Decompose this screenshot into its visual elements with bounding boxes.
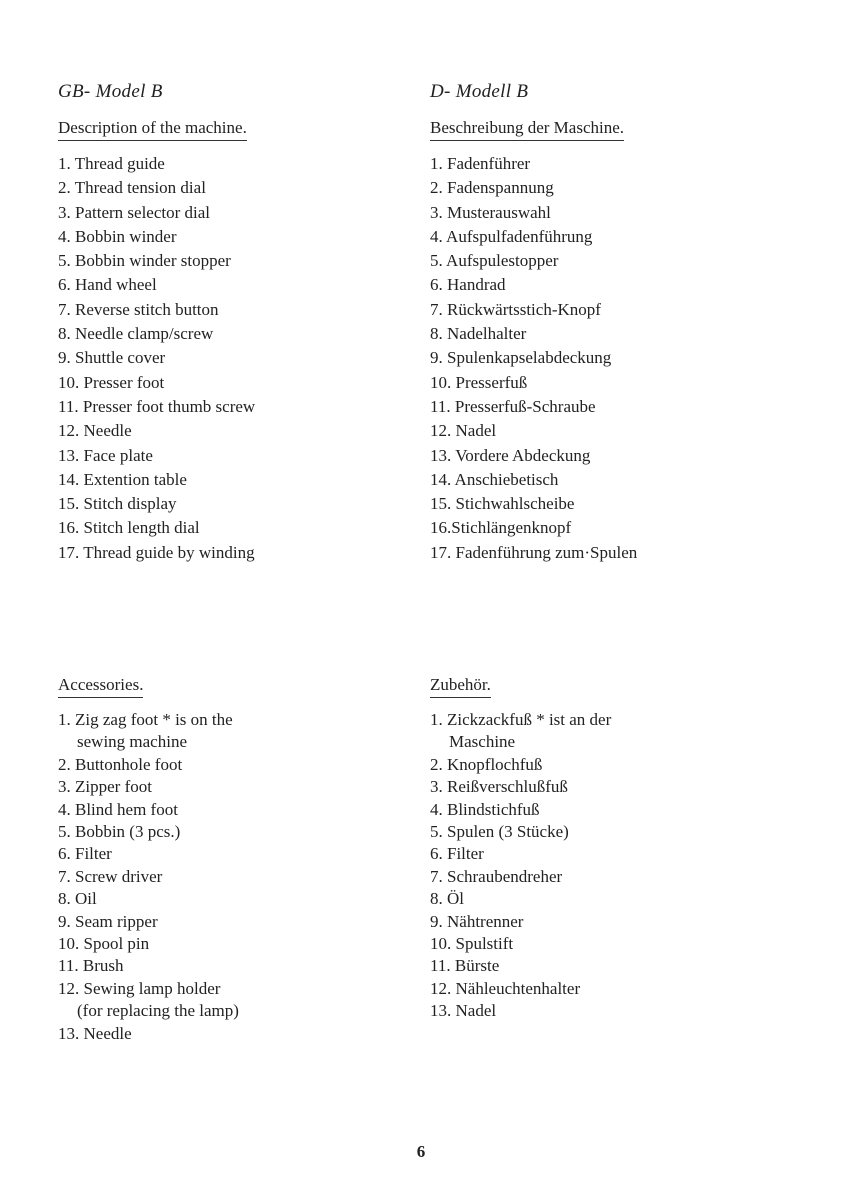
list-item: 14. Anschiebetisch <box>430 469 559 489</box>
list-item: 16. Stitch length dial <box>58 518 200 538</box>
list-item: 11. Bürste <box>430 956 500 976</box>
list-item: 14. Extention table <box>58 469 187 489</box>
list-item: 12. Nähleuchtenhalter <box>430 978 581 998</box>
list-item: 13. Face plate <box>58 445 153 465</box>
list-item: 5. Bobbin (3 pcs.) <box>58 822 181 842</box>
list-item: 9. Nähtrenner <box>430 911 524 931</box>
list-item: 9. Seam ripper <box>58 911 158 931</box>
list-item: 10. Presserfuß <box>430 372 528 392</box>
english-accessories-heading: Accessories. <box>58 674 143 698</box>
english-description-list <box>58 152 255 565</box>
page-number: 6 <box>416 1142 426 1161</box>
list-item: 10. Presser foot <box>58 372 165 392</box>
list-item-continuation: Maschine <box>449 732 516 752</box>
list-item: 2. Knopflochfuß <box>430 754 543 774</box>
german-accessories-list <box>430 709 611 1023</box>
list-item: 6. Handrad <box>430 275 506 295</box>
list-item: 13. Needle <box>58 1023 132 1043</box>
list-item: 8. Needle clamp/screw <box>58 324 214 344</box>
list-item: 3. Reißverschlußfuß <box>430 777 568 797</box>
list-item: 7. Rückwärtsstich-Knopf <box>430 299 601 319</box>
list-item: 3. Musterauswahl <box>430 202 551 222</box>
list-item: 1. Zickzackfuß * ist an der <box>430 710 612 729</box>
list-item: 12. Nadel <box>430 421 497 441</box>
list-item: 12. Sewing lamp holder <box>58 978 221 998</box>
list-item: 7. Schraubendreher <box>430 866 563 886</box>
list-item: 5. Aufspulestopper <box>430 251 559 271</box>
list-item: 17. Thread guide by winding <box>58 542 255 562</box>
german-model-title: D- Modell B <box>430 81 529 102</box>
english-accessories-list <box>58 709 239 1045</box>
list-item: 10. Spool pin <box>58 934 150 954</box>
german-accessories-heading: Zubehör. <box>430 674 491 698</box>
german-description-heading: Beschreibung der Maschine. <box>430 117 624 141</box>
list-item: 2. Fadenspannung <box>430 178 554 198</box>
english-model-title: GB- Model B <box>58 81 163 102</box>
list-item: 9. Shuttle cover <box>58 348 166 368</box>
list-item: 4. Blind hem foot <box>58 799 178 819</box>
list-item: 1. Fadenführer <box>430 154 531 173</box>
list-item: 11. Brush <box>58 956 124 976</box>
list-item: 15. Stichwahlscheibe <box>430 494 575 514</box>
list-item: 6. Filter <box>58 844 112 864</box>
list-item: 2. Buttonhole foot <box>58 754 183 774</box>
list-item: 6. Hand wheel <box>58 275 157 295</box>
list-item: 3. Zipper foot <box>58 777 152 797</box>
list-item: 8. Nadelhalter <box>430 324 527 344</box>
german-description-list <box>430 152 637 565</box>
list-item: 12. Needle <box>58 421 132 441</box>
list-item: 3. Pattern selector dial <box>58 202 211 222</box>
english-description-heading: Description of the machine. <box>58 117 247 141</box>
list-item: 11. Presserfuß-Schraube <box>430 396 596 416</box>
list-item: 2. Thread tension dial <box>58 178 206 198</box>
list-item: 9. Spulenkapselabdeckung <box>430 348 612 368</box>
list-item: 4. Bobbin winder <box>58 226 177 246</box>
list-item: 10. Spulstift <box>430 934 514 954</box>
list-item: 4. Blindstichfuß <box>430 799 540 819</box>
list-item: 1. Zig zag foot * is on the <box>58 710 233 729</box>
list-item: 5. Bobbin winder stopper <box>58 251 231 271</box>
list-item: 8. Öl <box>430 889 464 909</box>
list-item: 17. Fadenführung zum·Spulen <box>430 542 638 562</box>
list-item: 15. Stitch display <box>58 494 177 514</box>
list-item-continuation: sewing machine <box>77 732 187 752</box>
list-item: 1. Thread guide <box>58 154 165 173</box>
list-item: 7. Screw driver <box>58 866 163 886</box>
list-item: 13. Nadel <box>430 1001 497 1021</box>
list-item: 11. Presser foot thumb screw <box>58 396 256 416</box>
list-item: 4. Aufspulfadenführung <box>430 226 593 246</box>
list-item: 6. Filter <box>430 844 484 864</box>
list-item: 8. Oil <box>58 889 97 909</box>
list-item: 7. Reverse stitch button <box>58 299 219 319</box>
list-item: 13. Vordere Abdeckung <box>430 445 591 465</box>
list-item: 5. Spulen (3 Stücke) <box>430 822 569 842</box>
list-item-continuation: (for replacing the lamp) <box>77 1001 239 1021</box>
list-item: 16.Stichlängenknopf <box>430 518 572 538</box>
